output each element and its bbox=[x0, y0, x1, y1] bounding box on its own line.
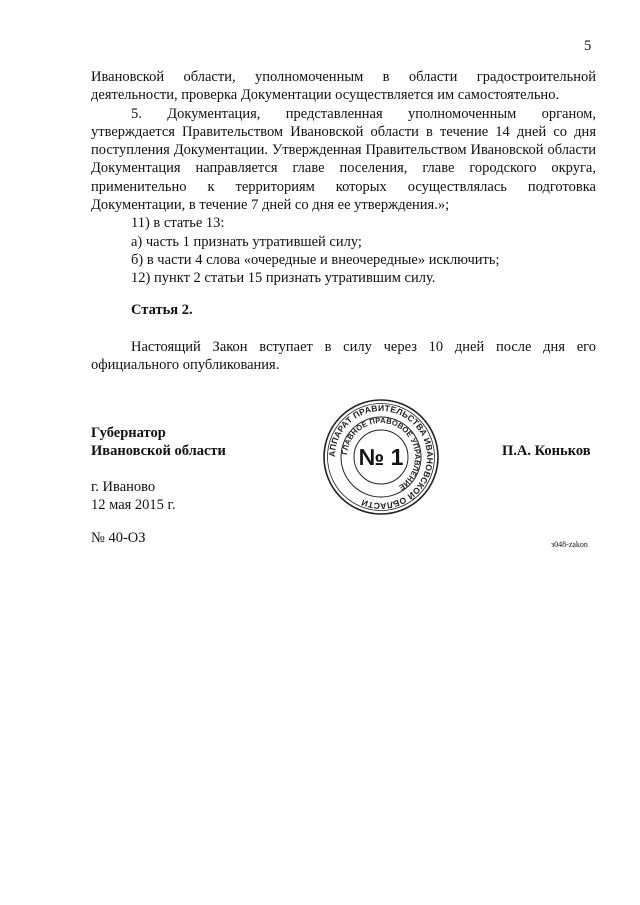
document-code: з048-zakon bbox=[551, 540, 588, 549]
place: г. Иваново bbox=[91, 479, 156, 495]
signatory-name: П.А. Коньков bbox=[502, 443, 591, 459]
seal-outer-text: АППАРАТ ПРАВИТЕЛЬСТВА ИВАНОВСКОЙ ОБЛАСТИ bbox=[326, 402, 436, 512]
signatory-position bbox=[91, 424, 226, 461]
law-number: № 40-ОЗ bbox=[91, 530, 146, 546]
paragraph-continuation: Ивановской области, уполномоченным в области градостроительной деятельности, проверка Документации осуществляется им самостоятельно. bbox=[91, 69, 596, 104]
article-2-title: Статья 2. bbox=[131, 302, 193, 318]
list-item-11: 11) в статье 13: bbox=[131, 215, 225, 232]
list-item-11b: б) в части 4 слова «очередные и внеочередные» исключить; bbox=[131, 251, 500, 268]
page-number: 5 bbox=[584, 38, 592, 54]
body-text bbox=[91, 68, 596, 288]
position-line-2: Ивановской области bbox=[91, 443, 226, 460]
list-item-11a: а) часть 1 признать утратившей силу; bbox=[131, 233, 362, 250]
official-seal bbox=[322, 398, 440, 516]
list-item-12: 12) пункт 2 статьи 15 признать утратившим силу. bbox=[131, 270, 436, 287]
date: 12 мая 2015 г. bbox=[91, 497, 176, 514]
seal-number: № 1 bbox=[358, 444, 404, 470]
place-and-date bbox=[91, 478, 176, 515]
seal-inner-text: ГЛАВНОЕ ПРАВОВОЕ УПРАВЛЕНИЕ bbox=[340, 415, 423, 493]
article-2-text: Настоящий Закон вступает в силу через 10 дней после дня его официального опубликования. bbox=[91, 339, 596, 374]
paragraph-item-5: 5. Документация, представленная уполномоченным органом, утверждается Правительством Ивановской области в течение 14 дней со дня поступления Документации. Утвержденная Правительством Ивановской области Документация направляется главе поселения, главе городского округа, применительно к территориям которых осуществлялась подготовка Документации, в течение 7 дней со дня ее утверждения.»; bbox=[91, 105, 596, 214]
position-line-1: Губернатор bbox=[91, 425, 166, 441]
